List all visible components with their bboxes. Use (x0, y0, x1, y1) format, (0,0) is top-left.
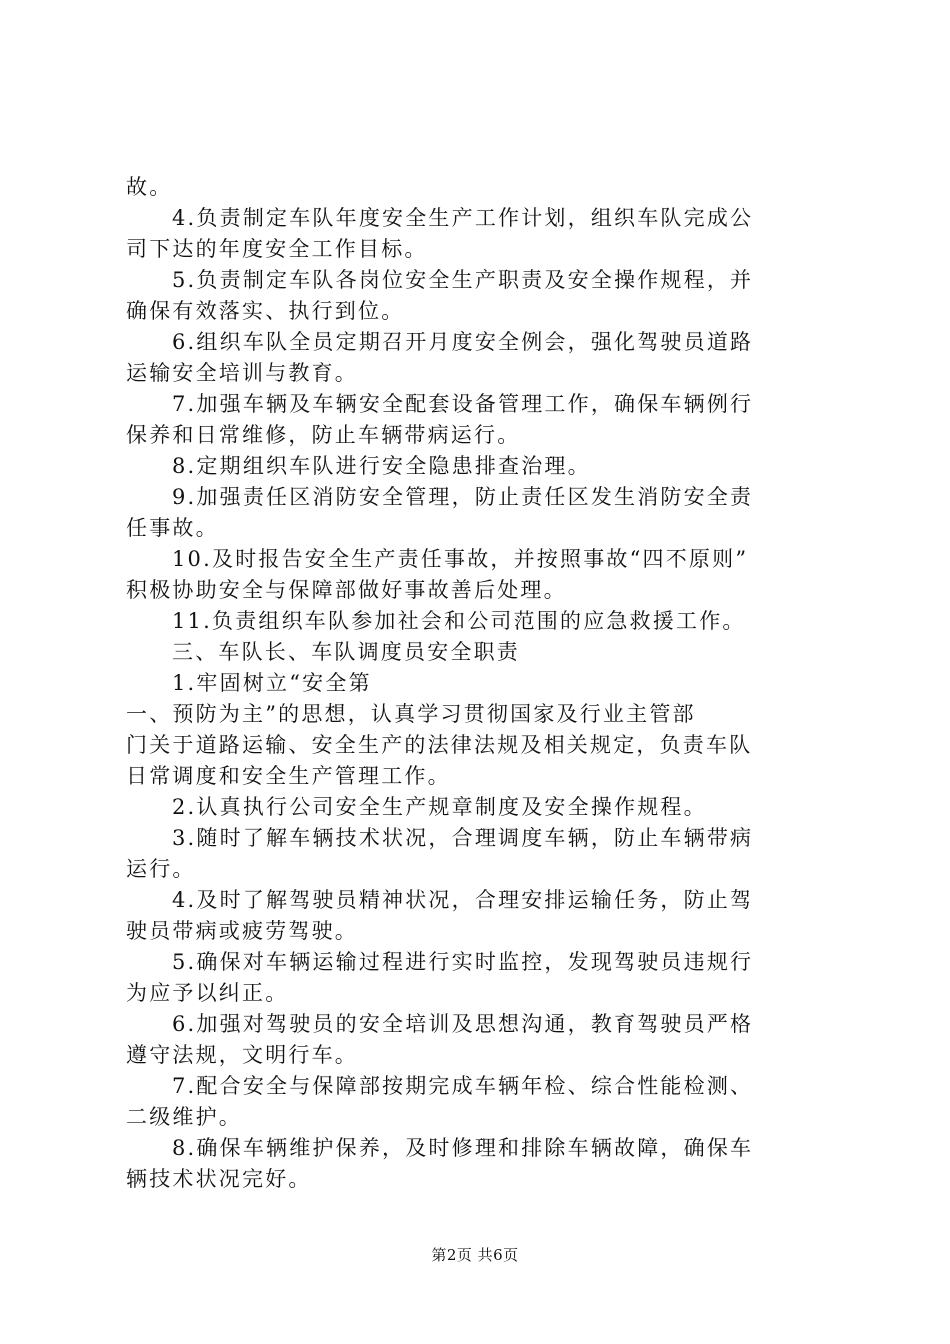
text-line: 7.配合安全与保障部按期完成车辆年检、综合性能检测、 (172, 1074, 754, 1098)
text-line: 10.及时报告安全生产责任事故，并按照事故“四不原则” (172, 547, 749, 571)
text-line: 6.加强对驾驶员的安全培训及思想沟通，教育驾驶员严格 (172, 1012, 754, 1036)
text-line: 日常调度和安全生产管理工作。 (126, 764, 451, 788)
text-line: 1.牢固树立“安全第 (172, 671, 372, 695)
text-line: 5.负责制定车队各岗位安全生产职责及安全操作规程，并 (172, 268, 754, 292)
text-line: 司下达的年度安全工作目标。 (126, 237, 428, 261)
text-line: 一、预防为主”的思想，认真学习贯彻国家及行业主管部 (126, 702, 696, 726)
text-line: 11.负责组织车队参加社会和公司范围的应急救援工作。 (172, 609, 746, 633)
text-line: 辆技术状况完好。 (126, 1167, 312, 1191)
text-line: 3.随时了解车辆技术状况，合理调度车辆，防止车辆带病 (172, 826, 754, 850)
text-line: 4.及时了解驾驶员精神状况，合理安排运输任务，防止驾 (172, 888, 754, 912)
text-line: 8.定期组织车队进行安全隐患排查治理。 (172, 454, 591, 478)
text-line: 任事故。 (126, 516, 219, 540)
text-line: 保养和日常维修，防止车辆带病运行。 (126, 423, 521, 447)
text-line: 8.确保车辆维护保养，及时修理和排除车辆故障，确保车 (172, 1136, 754, 1160)
text-line: 积极协助安全与保障部做好事故善后处理。 (126, 578, 567, 602)
text-line: 运输安全培训与教育。 (126, 361, 358, 385)
text-line: 驶员带病或疲劳驾驶。 (126, 919, 358, 943)
text-line: 三、车队长、车队调度员安全职责 (172, 640, 520, 664)
text-line: 二级维护。 (126, 1105, 242, 1129)
text-line: 2.认真执行公司安全生产规章制度及安全操作规程。 (172, 795, 707, 819)
text-line: 为应予以纠正。 (126, 981, 289, 1005)
text-line: 门关于道路运输、安全生产的法律法规及相关规定，负责车队 (126, 733, 753, 757)
text-line: 运行。 (126, 857, 196, 881)
text-line: 故。 (126, 175, 173, 199)
text-line: 7.加强车辆及车辆安全配套设备管理工作，确保车辆例行 (172, 392, 754, 416)
text-line: 4.负责制定车队年度安全生产工作计划，组织车队完成公 (172, 206, 754, 230)
document-body (126, 172, 826, 1195)
text-line: 6.组织车队全员定期召开月度安全例会，强化驾驶员道路 (172, 330, 754, 354)
page-footer: 第2页 共6页 (431, 1246, 519, 1264)
text-line: 5.确保对车辆运输过程进行实时监控，发现驾驶员违规行 (172, 950, 754, 974)
text-line: 遵守法规，文明行车。 (126, 1043, 358, 1067)
text-line: 确保有效落实、执行到位。 (126, 299, 405, 323)
text-line: 9.加强责任区消防安全管理，防止责任区发生消防安全责 (172, 485, 754, 509)
